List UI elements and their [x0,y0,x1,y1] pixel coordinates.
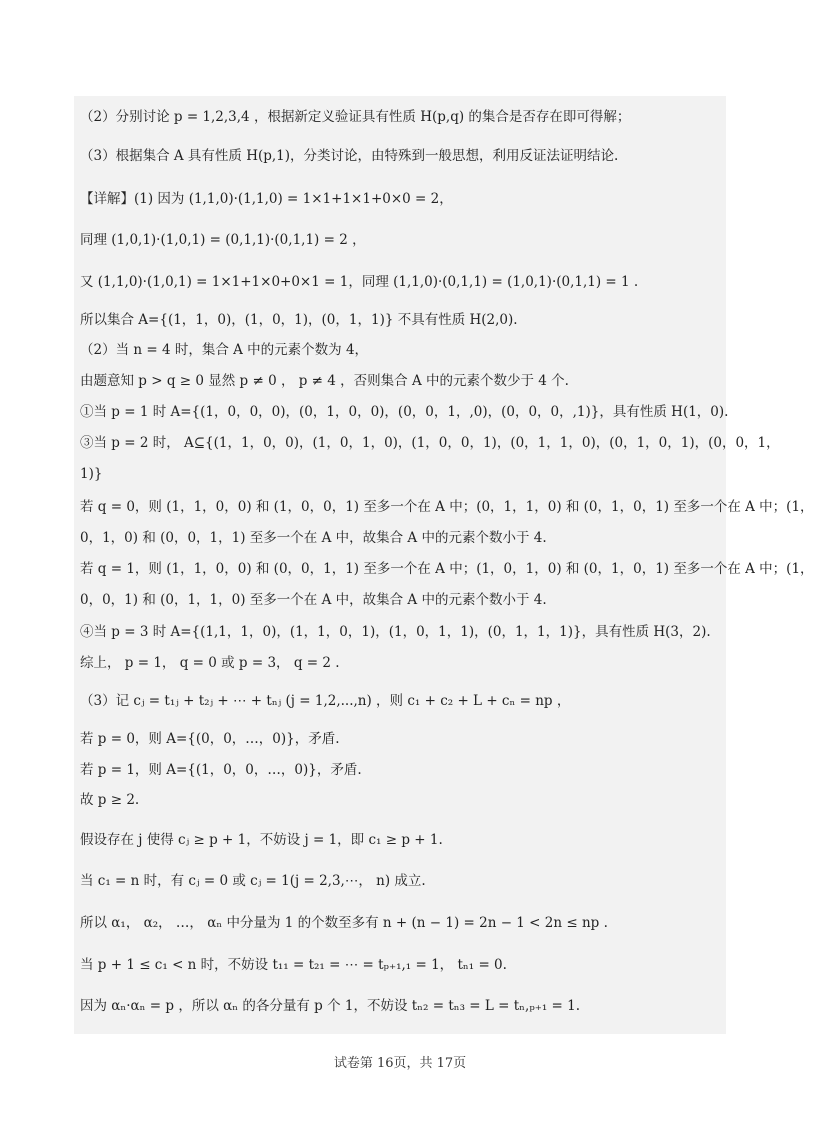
text-line: ①当 p = 1 时 A={(1，0，0，0)，(0，1，0，0)，(0，0，1，,0)，(0，0，0，,1)}，具有性质 H(1，0). [80,404,729,420]
text-line: ③当 p = 2 时， A⊆{(1，1，0，0)，(1，0，1，0)，(1，0，0，1)，(0，1，1，0)，(0，1，0，1)，(0，0，1， [80,435,780,451]
text-line: （2）当 n = 4 时，集合 A 中的元素个数为 4， [80,342,369,358]
text-line: 因为 αₙ·αₙ = p ，所以 αₙ 的各分量有 p 个 1，不妨设 tₙ₂ = tₙ₃ = L = tₙ,ₚ₊₁ = 1. [80,998,581,1014]
text-line: 若 q = 0，则 (1，1，0，0) 和 (1，0，0，1) 至多一个在 A 中；(0，1，1，0) 和 (0，1，0，1) 至多一个在 A 中；(1， [80,499,814,515]
text-line: 0，0，1) 和 (0，1，1，0) 至多一个在 A 中，故集合 A 中的元素个数小于 4. [80,592,547,608]
text-line: 0，1，0) 和 (0，0，1，1) 至多一个在 A 中，故集合 A 中的元素个数小于 4. [80,530,547,546]
text-line: 同理 (1,0,1)·(1,0,1) = (0,1,1)·(0,1,1) = 2 ， [80,232,366,248]
text-line: 若 p = 1，则 A={(1，0，0，…，0)}，矛盾. [80,762,362,778]
text-line: 又 (1,1,0)·(1,0,1) = 1×1+1×0+0×1 = 1，同理 (1,1,0)·(0,1,1) = (1,0,1)·(0,1,1) = 1 . [80,274,639,290]
text-line: （3）根据集合 A 具有性质 H(p,1)，分类讨论，由特殊到一般思想，利用反证法证明结论. [80,148,619,164]
text-line: 【详解】(1) 因为 (1,1,0)·(1,1,0) = 1×1+1×1+0×0 = 2， [80,191,453,207]
text-line: ④当 p = 3 时 A={(1,1，1，0)，(1，1，0，1)，(1，0，1，1)，(0，1，1，1)}，具有性质 H(3，2). [80,624,711,640]
text-line: 综上， p = 1， q = 0 或 p = 3， q = 2 . [80,655,340,671]
text-line: 当 c₁ = n 时，有 cⱼ = 0 或 cⱼ = 1(j = 2,3,⋯， n) 成立. [80,873,426,889]
text-line: （3）记 cⱼ = t₁ⱼ + t₂ⱼ + ⋯ + tₙⱼ (j = 1,2,...,n) ，则 c₁ + c₂ + L + cₙ = np ， [80,693,571,709]
text-line: 1)} [80,466,103,482]
text-line: 所以集合 A={(1，1，0)，(1，0，1)，(0，1，1)} 不具有性质 H(2,0). [80,312,518,328]
text-line: 若 q = 1，则 (1，1，0，0) 和 (0，0，1，1) 至多一个在 A 中；(1，0，1，0) 和 (0，1，0，1) 至多一个在 A 中；(1， [80,561,814,577]
text-line: （2）分别讨论 p = 1,2,3,4 ，根据新定义验证具有性质 H(p,q) 的集合是否存在即可得解； [80,109,631,125]
text-line: 当 p + 1 ≤ c₁ < n 时，不妨设 t₁₁ = t₂₁ = ⋯ = tₚ₊₁,₁ = 1， tₙ₁ = 0. [80,957,507,973]
text-line: 由题意知 p > q ≥ 0 显然 p ≠ 0 ， p ≠ 4 ，否则集合 A 中的元素个数少于 4 个. [80,373,569,389]
text-line: 所以 α₁， α₂， …， αₙ 中分量为 1 的个数至多有 n + (n − 1) = 2n − 1 < 2n ≤ np . [80,915,608,931]
page-footer: 试卷第 16页，共 17页 [333,1056,467,1071]
text-line: 故 p ≥ 2. [80,792,140,808]
text-line: 假设存在 j 使得 cⱼ ≥ p + 1，不妨设 j = 1，即 c₁ ≥ p + 1. [80,832,443,848]
solution-text-block [74,96,814,1034]
text-line: 若 p = 0，则 A={(0，0，…，0)}，矛盾. [80,731,340,747]
